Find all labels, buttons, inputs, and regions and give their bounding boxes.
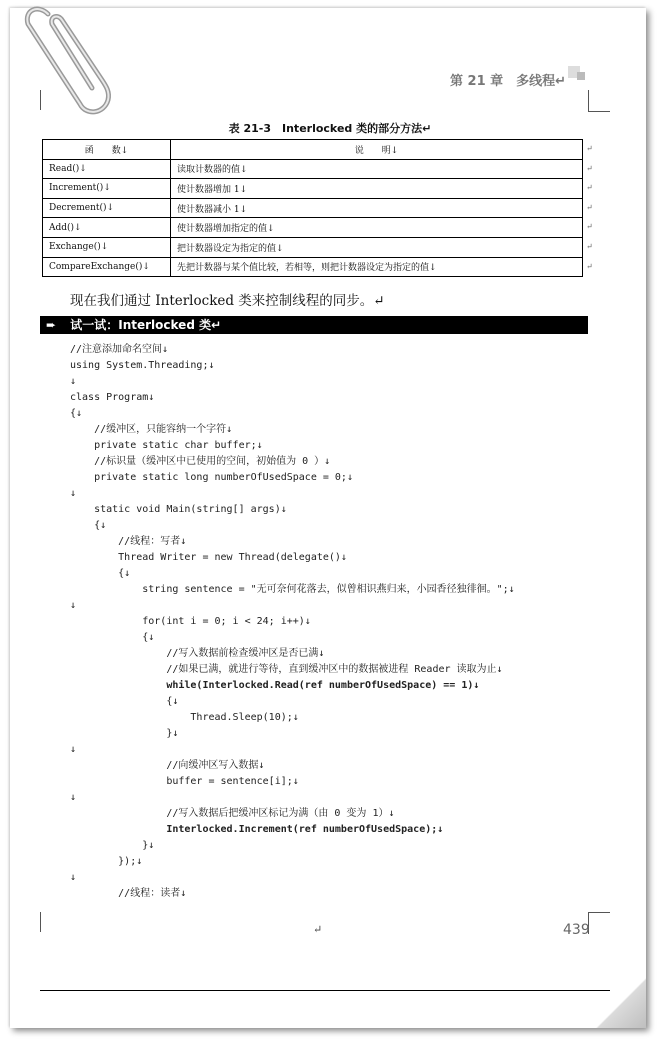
code-line: //线程：写者↓ xyxy=(70,536,187,547)
method-description-cell: 使计数器增加 1↓ xyxy=(171,179,583,199)
code-line: using System.Threading;↓ xyxy=(70,360,215,371)
code-line: Thread Writer = new Thread(delegate()↓ xyxy=(70,552,347,563)
code-line: {↓ xyxy=(70,632,155,643)
intro-paragraph: 现在我们通过 Interlocked 类来控制线程的同步。↵ xyxy=(70,293,385,309)
crop-mark-top-left xyxy=(40,90,41,110)
header-decoration-square-small xyxy=(577,72,585,80)
row-end-mark: ↵ xyxy=(586,163,593,173)
method-name-cell: Read()↓ xyxy=(43,159,171,179)
paperclip-icon xyxy=(18,0,128,120)
code-line: {↓ xyxy=(70,408,83,419)
crop-mark-bottom-right xyxy=(588,912,610,934)
method-description-cell: 使计数器减小 1↓ xyxy=(171,198,583,218)
table-row xyxy=(43,179,583,199)
method-name-cell: Exchange()↓ xyxy=(43,237,171,257)
code-line: for(int i = 0; i < 24; i++)↓ xyxy=(70,616,311,627)
method-description-cell: 使计数器增加指定的值↓ xyxy=(171,218,583,238)
code-line: }↓ xyxy=(70,840,155,851)
code-line: ↓ xyxy=(70,792,77,803)
method-name-cell: Add()↓ xyxy=(43,218,171,238)
method-name-cell: Decrement()↓ xyxy=(43,198,171,218)
code-line: ↓ xyxy=(70,872,77,883)
row-end-mark: ↵ xyxy=(586,144,593,153)
code-line: ↓ xyxy=(70,600,77,611)
code-line: {↓ xyxy=(70,520,107,531)
code-line: }↓ xyxy=(70,728,179,739)
code-line: });↓ xyxy=(70,856,143,867)
code-line: Thread.Sleep(10);↓ xyxy=(70,712,299,723)
table-row xyxy=(43,218,583,238)
code-line: //如果已满，就进行等待，直到缓冲区中的数据被进程 Reader 读取为止↓ xyxy=(70,664,503,675)
table-row xyxy=(43,159,583,179)
code-line: static void Main(string[] args)↓ xyxy=(70,504,287,515)
method-description-cell: 把计数器设定为指定的值↓ xyxy=(171,237,583,257)
arrow-icon: ➨ xyxy=(46,318,57,332)
method-description-cell: 先把计数器与某个值比较，若相等，则把计数器设定为指定的值↓ xyxy=(171,257,583,277)
crop-mark-top-right xyxy=(588,90,610,112)
code-line: //缓冲区，只能容纳一个字符↓ xyxy=(70,424,233,435)
interlocked-methods-table xyxy=(42,139,583,277)
try-it-title: 试一试：Interlocked 类↵ xyxy=(70,318,222,332)
table-row xyxy=(43,237,583,257)
row-end-mark: ↵ xyxy=(586,202,593,212)
code-line: private static char buffer;↓ xyxy=(70,440,263,451)
code-line: //写入数据前检查缓冲区是否已满↓ xyxy=(70,648,325,659)
table-header-function: 函 数↓ xyxy=(43,140,171,160)
table-header-description: 说 明↓ xyxy=(171,140,583,160)
code-line: {↓ xyxy=(70,696,179,707)
table-row xyxy=(43,198,583,218)
bottom-rule xyxy=(40,990,610,991)
code-line: ↓ xyxy=(70,376,77,387)
code-line: string sentence = "无可奈何花落去，似曾相识燕归来，小园香径独徘徊。";↓ xyxy=(70,584,515,595)
code-line: {↓ xyxy=(70,568,131,579)
method-description-cell: 读取计数器的值↓ xyxy=(171,159,583,179)
code-line: ↓ xyxy=(70,488,77,499)
code-line: while(Interlocked.Read(ref numberOfUsedSpace) == 1)↓ xyxy=(70,680,480,691)
code-line: private static long numberOfUsedSpace = 0;↓ xyxy=(70,472,353,483)
page-number: 439 xyxy=(563,922,590,938)
running-head: 第 21 章 多线程↵ xyxy=(450,74,567,89)
paragraph-mark: ↵ xyxy=(313,923,323,936)
crop-mark-bottom-left xyxy=(40,912,41,932)
table-header-row xyxy=(43,140,583,160)
table-caption: 表 21-3 Interlocked 类的部分方法↵ xyxy=(228,122,432,135)
code-line: //向缓冲区写入数据↓ xyxy=(70,760,265,771)
try-it-banner xyxy=(40,316,588,334)
method-name-cell: Increment()↓ xyxy=(43,179,171,199)
code-line: Interlocked.Increment(ref numberOfUsedSpace);↓ xyxy=(70,824,444,835)
code-line: buffer = sentence[i];↓ xyxy=(70,776,299,787)
row-end-mark: ↵ xyxy=(586,242,593,251)
code-line: class Program↓ xyxy=(70,392,155,403)
method-name-cell: CompareExchange()↓ xyxy=(43,257,171,277)
code-line: //线程：读者↓ xyxy=(70,888,187,899)
row-end-mark: ↵ xyxy=(586,222,593,232)
code-line: ↓ xyxy=(70,744,77,755)
code-line: //写入数据后把缓冲区标记为满（由 0 变为 1）↓ xyxy=(70,808,395,819)
code-line: //注意添加命名空间↓ xyxy=(70,344,169,355)
code-line: //标识量（缓冲区中已使用的空间，初始值为 0 ）↓ xyxy=(70,456,331,467)
code-listing xyxy=(70,342,590,902)
row-end-mark: ↵ xyxy=(586,183,593,193)
table-row xyxy=(43,257,583,277)
row-end-mark: ↵ xyxy=(586,261,593,271)
